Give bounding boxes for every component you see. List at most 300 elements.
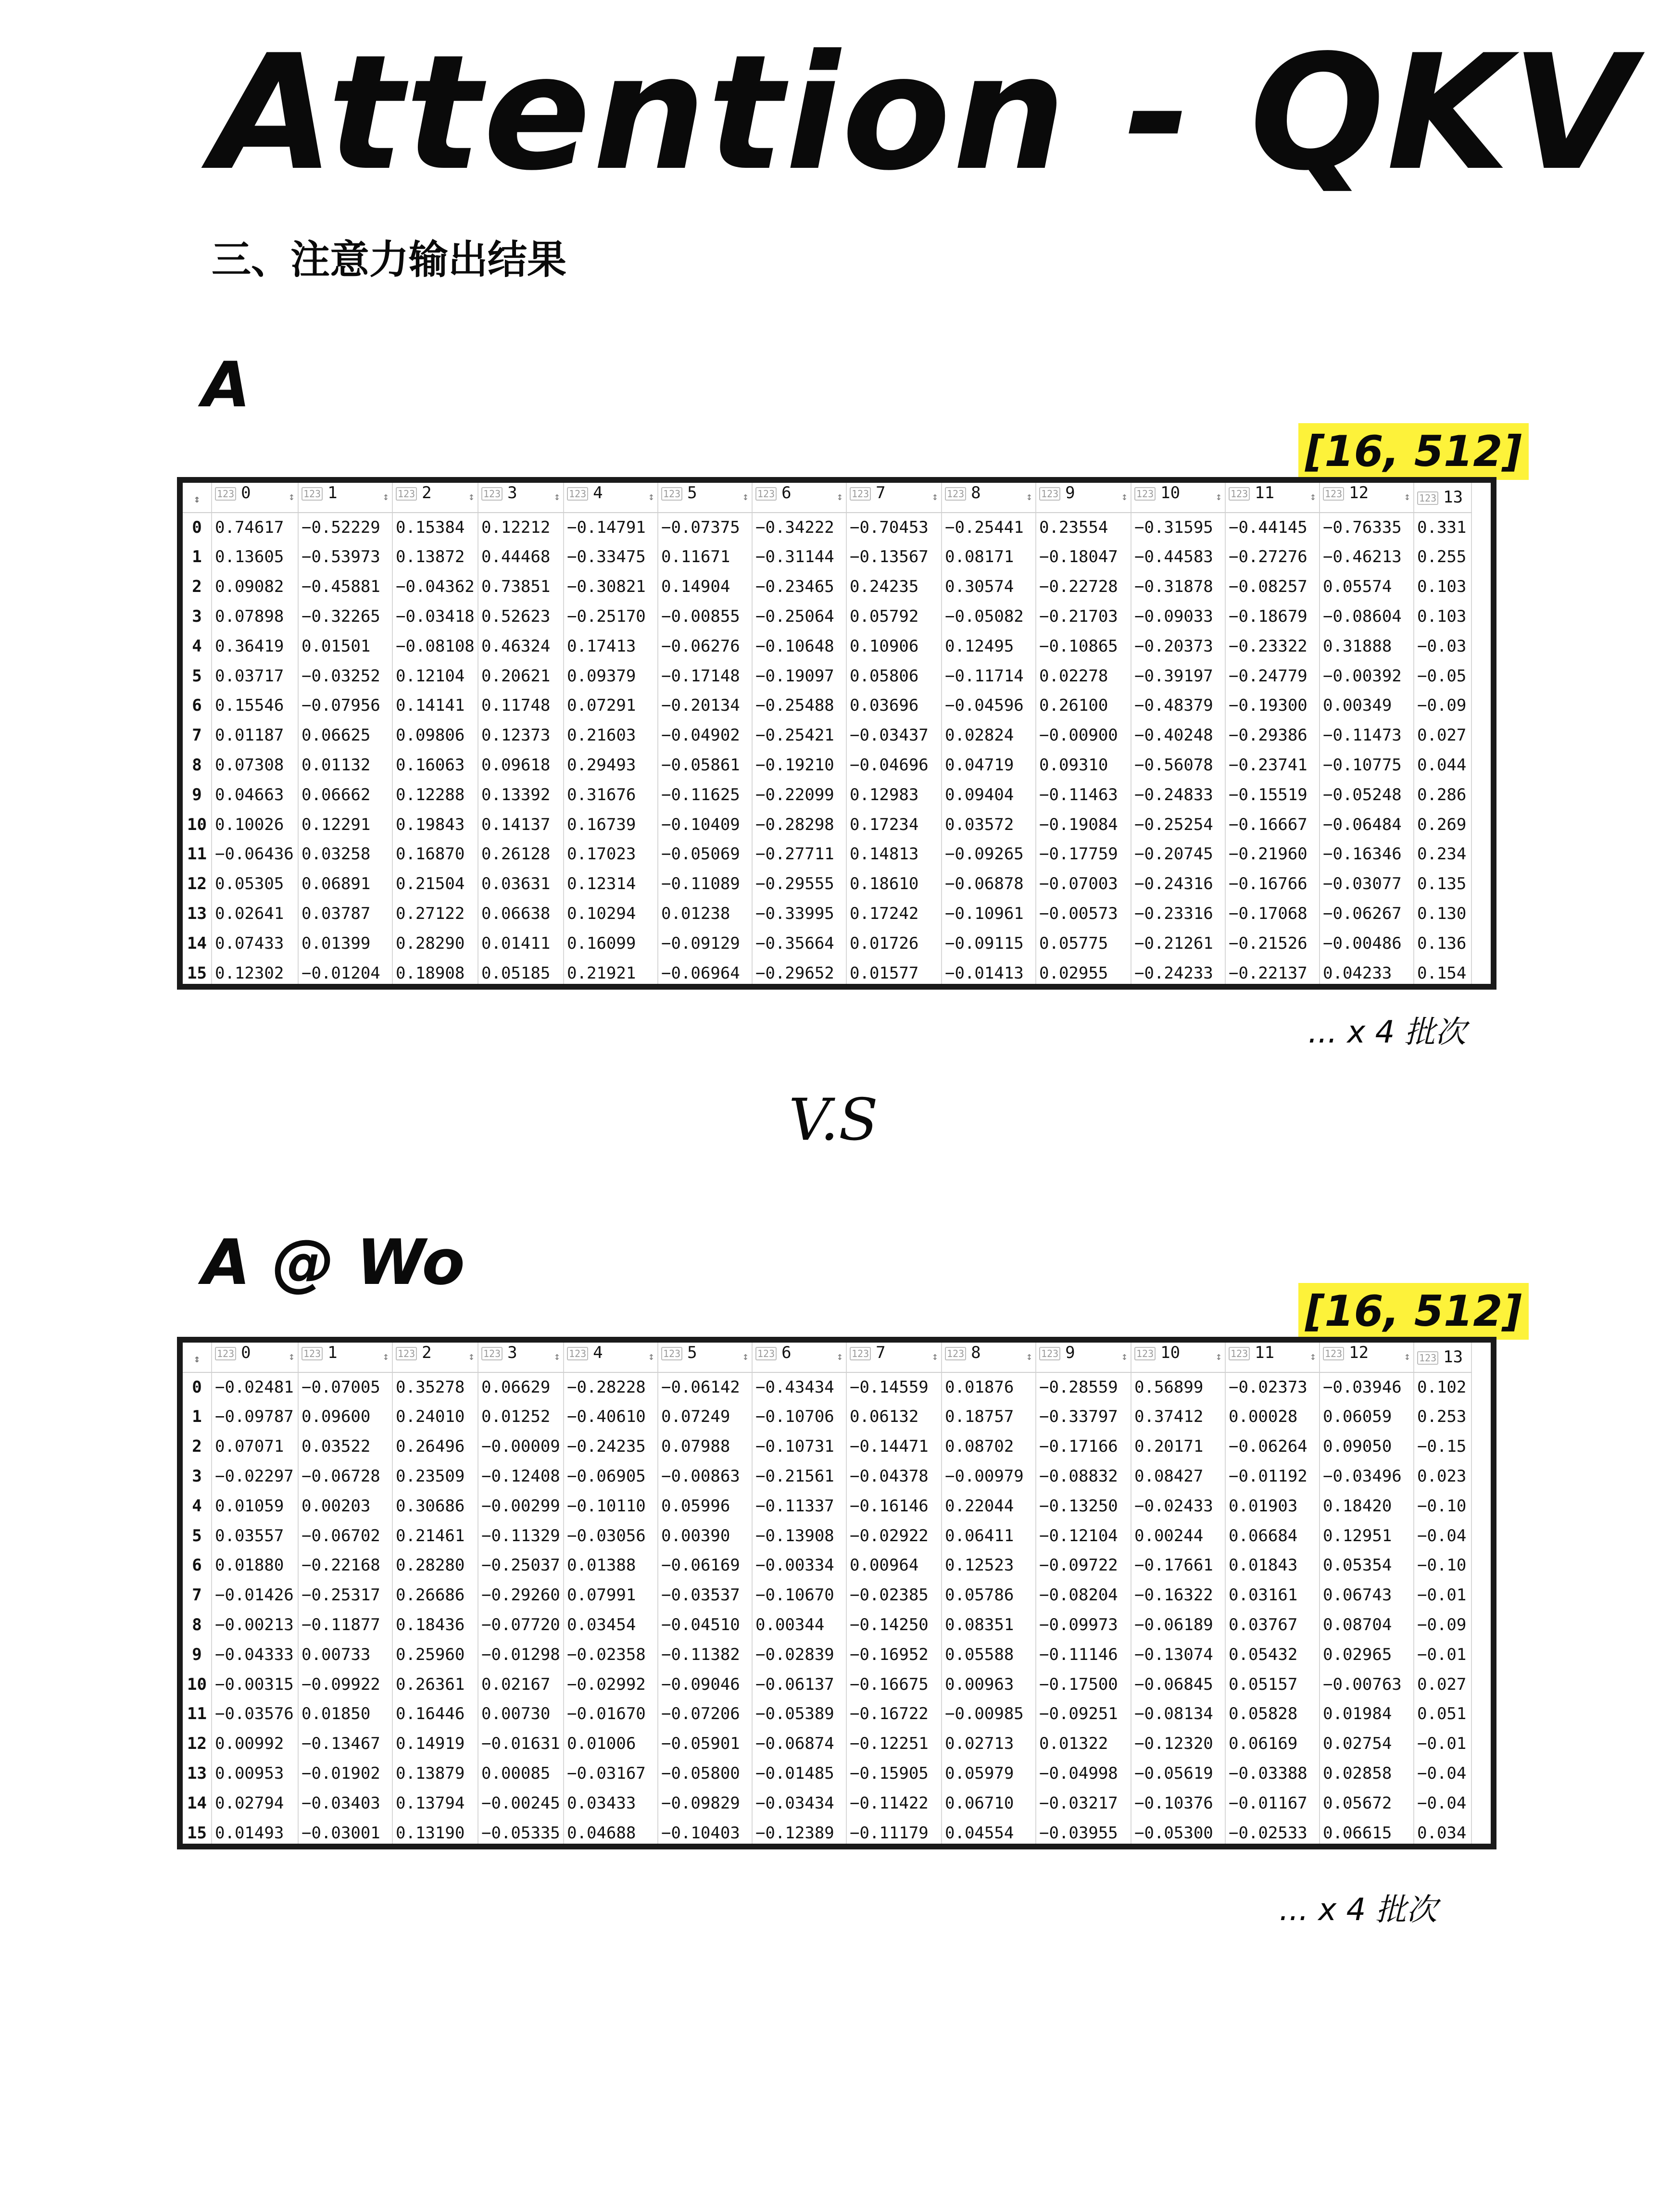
table-cell: 0.02965 [1320, 1640, 1414, 1670]
table-cell: −0.09033 [1131, 602, 1225, 631]
sort-icon[interactable]: ↕ [193, 1353, 201, 1366]
sort-icon[interactable]: ↕ [288, 491, 295, 503]
row-index: 1 [183, 542, 212, 572]
row-index-header[interactable] [183, 483, 212, 513]
table-cell: 0.20171 [1131, 1432, 1225, 1461]
column-header[interactable] [212, 1343, 298, 1372]
table-cell: −0.23465 [752, 572, 846, 602]
table-cell: −0.01 [1414, 1640, 1471, 1670]
table-row [183, 869, 1471, 899]
sort-icon[interactable]: ↕ [931, 1351, 938, 1363]
table-cell: 0.06743 [1320, 1580, 1414, 1610]
table-cell: −0.09722 [1036, 1551, 1131, 1581]
column-header[interactable] [1414, 1343, 1471, 1372]
table-cell: 0.01850 [298, 1699, 392, 1729]
table-cell: −0.34222 [752, 513, 846, 542]
table-row [183, 602, 1471, 631]
table-cell: −0.15519 [1225, 780, 1320, 810]
table-cell: 0.11748 [478, 691, 564, 721]
table-cell: 0.28290 [392, 929, 478, 958]
table-cell: 0.05305 [212, 869, 298, 899]
sort-icon[interactable]: ↕ [648, 491, 654, 503]
table-cell: −0.06169 [658, 1551, 752, 1581]
sort-icon[interactable]: ↕ [1215, 491, 1222, 503]
row-index: 6 [183, 1551, 212, 1581]
table-cell: 0.36419 [212, 631, 298, 661]
numeric-type-icon: 123 [661, 487, 682, 501]
table-cell: −0.03217 [1036, 1788, 1131, 1818]
row-index: 7 [183, 1580, 212, 1610]
matrix-awo-label: A @ Wo [202, 1226, 465, 1299]
table-cell: 0.03717 [212, 661, 298, 691]
table-cell: 0.14904 [658, 572, 752, 602]
table-cell: −0.01192 [1225, 1461, 1320, 1491]
sort-icon[interactable]: ↕ [931, 491, 938, 503]
table-cell: −0.05861 [658, 750, 752, 780]
table-cell: 0.74617 [212, 513, 298, 542]
table-cell: 0.04719 [942, 750, 1036, 780]
table-cell: 0.05979 [942, 1759, 1036, 1788]
numeric-type-icon: 123 [1323, 487, 1344, 501]
sort-icon[interactable]: ↕ [742, 491, 749, 503]
table-cell: −0.00315 [212, 1670, 298, 1699]
table-row [183, 1670, 1471, 1699]
table-cell: 0.06615 [1320, 1818, 1414, 1848]
table-cell: 0.17413 [564, 631, 658, 661]
column-header[interactable] [1225, 483, 1320, 513]
numeric-type-icon: 123 [215, 487, 236, 501]
row-index: 4 [183, 1491, 212, 1521]
table-cell: −0.19300 [1225, 691, 1320, 721]
table-cell: −0.00009 [478, 1432, 564, 1461]
table-cell: −0.25170 [564, 602, 658, 631]
table-cell: −0.21561 [752, 1461, 846, 1491]
row-index: 0 [183, 513, 212, 542]
column-header[interactable] [942, 483, 1036, 513]
table-cell: −0.02385 [846, 1580, 942, 1610]
table-cell: −0.11146 [1036, 1640, 1131, 1670]
numeric-type-icon: 123 [1039, 1347, 1060, 1360]
numeric-type-icon: 123 [396, 487, 417, 501]
sort-icon[interactable]: ↕ [288, 1351, 295, 1363]
column-header[interactable] [1131, 1343, 1225, 1372]
sort-icon[interactable]: ↕ [193, 493, 201, 506]
table-cell: 0.286 [1414, 780, 1471, 810]
column-header-label: 11 [1255, 483, 1275, 503]
table-cell: −0.11179 [846, 1818, 942, 1848]
table-cell: 0.00349 [1320, 691, 1414, 721]
table-cell: 0.09600 [298, 1402, 392, 1432]
table-cell: −0.28298 [752, 810, 846, 840]
table-cell: 0.09310 [1036, 750, 1131, 780]
table-cell: −0.02373 [1225, 1372, 1320, 1402]
table-cell: 0.05996 [658, 1491, 752, 1521]
table-cell: −0.11329 [478, 1521, 564, 1551]
column-header-label: 8 [971, 483, 981, 503]
table-cell: 0.14137 [478, 810, 564, 840]
table-cell: −0.07720 [478, 1610, 564, 1640]
column-header[interactable] [392, 1343, 478, 1372]
table-cell: −0.04333 [212, 1640, 298, 1670]
matrix-awo-shape-badge: [16, 512] [1298, 1283, 1529, 1340]
column-header-label: 9 [1065, 483, 1075, 503]
table-cell: 0.27122 [392, 899, 478, 929]
table-cell: −0.05335 [478, 1818, 564, 1848]
table-row [183, 1432, 1471, 1461]
table-cell: −0.07206 [658, 1699, 752, 1729]
table-cell: −0.04362 [392, 572, 478, 602]
column-header[interactable] [752, 1343, 846, 1372]
column-header[interactable] [478, 1343, 564, 1372]
table-cell: −0.08832 [1036, 1461, 1131, 1491]
column-header[interactable] [1131, 483, 1225, 513]
table-cell: 0.02794 [212, 1788, 298, 1818]
numeric-type-icon: 123 [1229, 487, 1250, 501]
table-cell: −0.11877 [298, 1610, 392, 1640]
row-index: 13 [183, 1759, 212, 1788]
table-row [183, 810, 1471, 840]
table-cell: −0.03437 [846, 720, 942, 750]
sort-icon[interactable]: ↕ [1215, 1351, 1222, 1363]
matrix-awo-batch-note: ... x 4 批次 [1279, 1892, 1437, 1928]
table-cell: −0.05389 [752, 1699, 846, 1729]
numeric-type-icon: 123 [1229, 1347, 1250, 1360]
table-cell: 0.102 [1414, 1372, 1471, 1402]
table-cell: 0.01187 [212, 720, 298, 750]
column-header[interactable] [212, 483, 298, 513]
table-cell: −0.10403 [658, 1818, 752, 1848]
table-cell: 0.00028 [1225, 1402, 1320, 1432]
sort-icon[interactable]: ↕ [1121, 1351, 1128, 1363]
table-cell: 0.00203 [298, 1491, 392, 1521]
table-cell: −0.23741 [1225, 750, 1320, 780]
table-cell: 0.06059 [1320, 1402, 1414, 1432]
table-row [183, 1818, 1471, 1848]
table-cell: −0.09251 [1036, 1699, 1131, 1729]
table-cell: 0.35278 [392, 1372, 478, 1402]
table-cell: −0.08257 [1225, 572, 1320, 602]
column-header[interactable] [1036, 483, 1131, 513]
table-cell: 0.07991 [564, 1580, 658, 1610]
table-cell: −0.13250 [1036, 1491, 1131, 1521]
table-cell: 0.16099 [564, 929, 658, 958]
table-cell: −0.17148 [658, 661, 752, 691]
table-cell: 0.26100 [1036, 691, 1131, 721]
table-cell: −0.16346 [1320, 840, 1414, 869]
table-cell: −0.25254 [1131, 810, 1225, 840]
column-header-label: 2 [422, 483, 432, 503]
table-cell: 0.103 [1414, 572, 1471, 602]
numeric-type-icon: 123 [215, 1347, 236, 1360]
table-cell: −0.10110 [564, 1491, 658, 1521]
table-cell: 0.12495 [942, 631, 1036, 661]
table-cell: −0.07375 [658, 513, 752, 542]
table-cell: −0.33475 [564, 542, 658, 572]
table-cell: −0.19210 [752, 750, 846, 780]
table-cell: −0.29386 [1225, 720, 1320, 750]
table-cell: 0.03631 [478, 869, 564, 899]
sort-icon[interactable]: ↕ [382, 1351, 389, 1363]
table-cell: −0.07956 [298, 691, 392, 721]
sort-icon[interactable]: ↕ [1026, 491, 1032, 503]
table-cell: −0.03434 [752, 1788, 846, 1818]
table-cell: −0.22099 [752, 780, 846, 810]
row-index: 6 [183, 691, 212, 721]
column-header-label: 12 [1349, 1343, 1369, 1363]
table-cell: −0.06276 [658, 631, 752, 661]
table-cell: 0.44468 [478, 542, 564, 572]
table-cell: −0.01413 [942, 958, 1036, 988]
column-header[interactable] [752, 483, 846, 513]
sort-icon[interactable]: ↕ [553, 491, 560, 503]
column-header-label: 10 [1160, 1343, 1181, 1363]
table-cell: −0.44583 [1131, 542, 1225, 572]
table-cell: −0.20745 [1131, 840, 1225, 869]
table-cell: −0.25037 [478, 1551, 564, 1581]
table-cell: −0.12389 [752, 1818, 846, 1848]
column-header[interactable] [942, 1343, 1036, 1372]
table-cell: 0.01726 [846, 929, 942, 958]
column-header[interactable] [478, 483, 564, 513]
column-header[interactable] [298, 1343, 392, 1372]
table-cell: 0.01984 [1320, 1699, 1414, 1729]
table-cell: −0.08204 [1036, 1580, 1131, 1610]
table-cell: 0.01238 [658, 899, 752, 929]
table-cell: 0.01501 [298, 631, 392, 661]
column-header-label: 7 [876, 483, 886, 503]
table-cell: 0.19843 [392, 810, 478, 840]
column-header[interactable] [1225, 1343, 1320, 1372]
column-header[interactable] [1320, 1343, 1414, 1372]
table-cell: −0.04696 [846, 750, 942, 780]
table-row [183, 929, 1471, 958]
table-cell: −0.02839 [752, 1640, 846, 1670]
table-cell: 0.03522 [298, 1432, 392, 1461]
table-cell: −0.06267 [1320, 899, 1414, 929]
table-cell: 0.00992 [212, 1729, 298, 1759]
table-cell: −0.01204 [298, 958, 392, 988]
table-cell: −0.21261 [1131, 929, 1225, 958]
table-cell: 0.05672 [1320, 1788, 1414, 1818]
table-cell: 0.06132 [846, 1402, 942, 1432]
sort-icon[interactable]: ↕ [382, 491, 389, 503]
column-header[interactable] [298, 483, 392, 513]
table-row [183, 631, 1471, 661]
sort-icon[interactable]: ↕ [1404, 491, 1410, 503]
table-cell: 0.04554 [942, 1818, 1036, 1848]
row-index: 10 [183, 1670, 212, 1699]
table-cell: −0.12104 [1036, 1521, 1131, 1551]
table-cell: −0.21526 [1225, 929, 1320, 958]
table-cell: 0.08171 [942, 542, 1036, 572]
table-cell: 0.46324 [478, 631, 564, 661]
table-cell: 0.16870 [392, 840, 478, 869]
table-cell: −0.08108 [392, 631, 478, 661]
table-row [183, 1788, 1471, 1818]
table-cell: −0.24235 [564, 1432, 658, 1461]
table-cell: 0.03787 [298, 899, 392, 929]
table-cell: 0.00085 [478, 1759, 564, 1788]
table-cell: −0.03388 [1225, 1759, 1320, 1788]
table-cell: 0.26128 [478, 840, 564, 869]
numeric-type-icon: 123 [481, 1347, 503, 1360]
table-cell: −0.39197 [1131, 661, 1225, 691]
numeric-type-icon: 123 [302, 487, 323, 501]
numeric-type-icon: 123 [302, 1347, 323, 1360]
table-cell: 0.01059 [212, 1491, 298, 1521]
column-header[interactable] [1414, 483, 1471, 513]
table-cell: −0.04 [1414, 1759, 1471, 1788]
table-cell: −0.10961 [942, 899, 1036, 929]
table-cell: −0.14471 [846, 1432, 942, 1461]
table-cell: 0.08702 [942, 1432, 1036, 1461]
row-index: 15 [183, 1818, 212, 1848]
table-cell: 0.07071 [212, 1432, 298, 1461]
table-cell: 0.11671 [658, 542, 752, 572]
numeric-type-icon: 123 [850, 1347, 871, 1360]
table-cell: −0.00900 [1036, 720, 1131, 750]
table-cell: 0.29493 [564, 750, 658, 780]
sort-icon[interactable]: ↕ [468, 1351, 475, 1363]
sort-icon[interactable]: ↕ [1121, 491, 1128, 503]
table-cell: −0.10865 [1036, 631, 1131, 661]
row-index: 2 [183, 1432, 212, 1461]
row-index: 14 [183, 929, 212, 958]
table-cell: −0.00245 [478, 1788, 564, 1818]
table-cell: 0.12314 [564, 869, 658, 899]
table-cell: 0.06169 [1225, 1729, 1320, 1759]
table-cell: −0.11714 [942, 661, 1036, 691]
table-cell: 0.14141 [392, 691, 478, 721]
table-cell: 0.07433 [212, 929, 298, 958]
table-cell: −0.18047 [1036, 542, 1131, 572]
table-cell: 0.06662 [298, 780, 392, 810]
table-cell: −0.06702 [298, 1521, 392, 1551]
numeric-type-icon: 123 [755, 1347, 777, 1360]
sort-icon[interactable]: ↕ [742, 1351, 749, 1363]
table-cell: 0.02167 [478, 1670, 564, 1699]
matrix-a-label: A [202, 348, 251, 421]
row-index: 4 [183, 631, 212, 661]
sort-icon[interactable]: ↕ [1309, 1351, 1316, 1363]
table-cell: −0.11337 [752, 1491, 846, 1521]
table-cell: 0.034 [1414, 1818, 1471, 1848]
table-cell: −0.22728 [1036, 572, 1131, 602]
numeric-type-icon: 123 [945, 487, 966, 501]
column-header[interactable] [564, 483, 658, 513]
table-cell: −0.17661 [1131, 1551, 1225, 1581]
table-cell: −0.28559 [1036, 1372, 1131, 1402]
table-cell: −0.05901 [658, 1729, 752, 1759]
table-cell: 0.17234 [846, 810, 942, 840]
column-header[interactable] [846, 1343, 942, 1372]
table-cell: −0.23322 [1225, 631, 1320, 661]
sort-icon[interactable]: ↕ [553, 1351, 560, 1363]
table-cell: −0.29652 [752, 958, 846, 988]
column-header[interactable] [392, 483, 478, 513]
table-cell: 0.01006 [564, 1729, 658, 1759]
table-cell: −0.08604 [1320, 602, 1414, 631]
column-header[interactable] [1320, 483, 1414, 513]
table-cell: −0.06264 [1225, 1432, 1320, 1461]
sort-icon[interactable]: ↕ [1026, 1351, 1032, 1363]
table-cell: −0.14559 [846, 1372, 942, 1402]
numeric-type-icon: 123 [396, 1347, 417, 1360]
table-cell: 0.00733 [298, 1640, 392, 1670]
column-header[interactable] [658, 483, 752, 513]
row-index: 9 [183, 1640, 212, 1670]
table-cell: −0.13567 [846, 542, 942, 572]
table-cell: 0.12523 [942, 1551, 1036, 1581]
table-cell: −0.03056 [564, 1521, 658, 1551]
table-cell: −0.24316 [1131, 869, 1225, 899]
table-cell: −0.17166 [1036, 1432, 1131, 1461]
table-cell: −0.01485 [752, 1759, 846, 1788]
table-cell: −0.17500 [1036, 1670, 1131, 1699]
table-cell: −0.13908 [752, 1521, 846, 1551]
sort-icon[interactable]: ↕ [836, 1351, 843, 1363]
table-cell: −0.02358 [564, 1640, 658, 1670]
table-cell: 0.03767 [1225, 1610, 1320, 1640]
table-row [183, 572, 1471, 602]
table-cell: −0.11382 [658, 1640, 752, 1670]
column-header[interactable] [1036, 1343, 1131, 1372]
sort-icon[interactable]: ↕ [648, 1351, 654, 1363]
table-cell: −0.21703 [1036, 602, 1131, 631]
table-cell: 0.21504 [392, 869, 478, 899]
table-cell: −0.18679 [1225, 602, 1320, 631]
sort-icon[interactable]: ↕ [836, 491, 843, 503]
sort-icon[interactable]: ↕ [468, 491, 475, 503]
sort-icon[interactable]: ↕ [1404, 1351, 1410, 1363]
table-cell: −0.06436 [212, 840, 298, 869]
column-header-label: 0 [241, 483, 251, 503]
column-header-label: 13 [1443, 1347, 1463, 1367]
table-cell: 0.02278 [1036, 661, 1131, 691]
table-cell: 0.07291 [564, 691, 658, 721]
table-cell: 0.07249 [658, 1402, 752, 1432]
table-cell: 0.18420 [1320, 1491, 1414, 1521]
numeric-type-icon: 123 [1134, 487, 1156, 501]
table-cell: −0.03001 [298, 1818, 392, 1848]
table-cell: 0.044 [1414, 750, 1471, 780]
table-cell: −0.16952 [846, 1640, 942, 1670]
table-cell: 0.01132 [298, 750, 392, 780]
table-cell: −0.01167 [1225, 1788, 1320, 1818]
table-cell: 0.06411 [942, 1521, 1036, 1551]
column-header[interactable] [846, 483, 942, 513]
table-cell: −0.00334 [752, 1551, 846, 1581]
table-cell: 0.253 [1414, 1402, 1471, 1432]
row-index: 5 [183, 1521, 212, 1551]
table-row [183, 1461, 1471, 1491]
table-cell: 0.00964 [846, 1551, 942, 1581]
table-cell: 0.22044 [942, 1491, 1036, 1521]
table-cell: −0.03576 [212, 1699, 298, 1729]
numeric-type-icon: 123 [1417, 1351, 1438, 1365]
table-cell: −0.03167 [564, 1759, 658, 1788]
column-header-label: 9 [1065, 1343, 1075, 1363]
table-cell: 0.00730 [478, 1699, 564, 1729]
row-index-header[interactable] [183, 1343, 212, 1372]
table-cell: 0.255 [1414, 542, 1471, 572]
column-header[interactable] [658, 1343, 752, 1372]
table-row [183, 780, 1471, 810]
table-cell: −0.12320 [1131, 1729, 1225, 1759]
sort-icon[interactable]: ↕ [1309, 491, 1316, 503]
column-header[interactable] [564, 1343, 658, 1372]
table-cell: 0.01388 [564, 1551, 658, 1581]
